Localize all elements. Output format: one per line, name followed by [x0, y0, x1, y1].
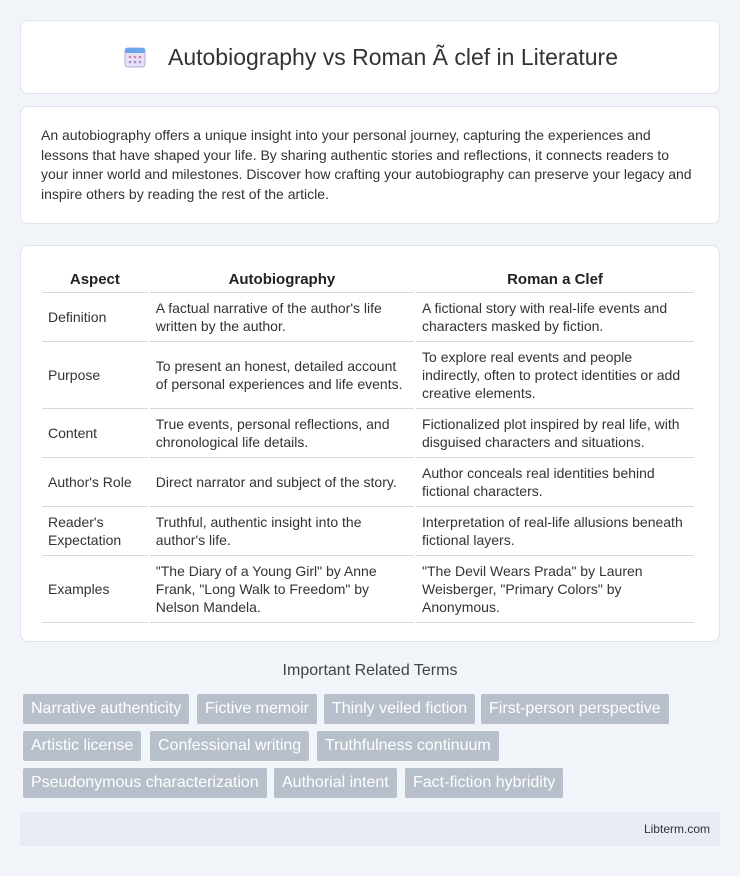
tag-fictive-memoir[interactable]: Fictive memoir — [197, 694, 317, 724]
title-card — [20, 20, 720, 94]
table-cell-aspect: Content — [42, 409, 148, 458]
comparison-table-card — [20, 245, 720, 642]
tag-narrative-authenticity[interactable]: Narrative authenticity — [23, 694, 189, 724]
column-header-roman-a-clef: Roman a Clef — [416, 266, 694, 293]
table-cell-autobiography: True events, personal reflections, and chronological life details. — [150, 409, 414, 458]
table-cell-autobiography: Direct narrator and subject of the story. — [150, 458, 414, 507]
tag-pseudonymous-characterization[interactable]: Pseudonymous characterization — [23, 768, 267, 798]
table-cell-roman-a-clef: Author conceals real identities behind fictional characters. — [416, 458, 694, 507]
related-terms-title: Important Related Terms — [282, 662, 458, 679]
table-cell-aspect: Author's Role — [42, 458, 148, 507]
tag-thinly-veiled-fiction[interactable]: Thinly veiled fiction — [324, 694, 475, 724]
table-cell-autobiography: A factual narrative of the author's life written by the author. — [150, 293, 414, 342]
table-cell-roman-a-clef: "The Devil Wears Prada" by Lauren Weisberger, "Primary Colors" by Anonymous. — [416, 556, 694, 623]
page-title: Autobiography vs Roman Ã clef in Literature — [167, 43, 619, 70]
tag-authorial-intent[interactable]: Authorial intent — [274, 768, 397, 798]
table-cell-roman-a-clef: Interpretation of real-life allusions beneath fictional layers. — [416, 507, 694, 556]
tag-artistic-license[interactable]: Artistic license — [23, 731, 141, 761]
table-cell-aspect: Purpose — [42, 342, 148, 409]
tag-fact-fiction-hybridity[interactable]: Fact-fiction hybridity — [405, 768, 563, 798]
tag-first-person-perspective[interactable]: First-person perspective — [481, 694, 669, 724]
table-cell-aspect: Reader's Expectation — [42, 507, 148, 556]
column-header-autobiography: Autobiography — [150, 266, 414, 293]
table-cell-roman-a-clef: Fictionalized plot inspired by real life, with disguised characters and situations. — [416, 409, 694, 458]
intro-card — [20, 106, 720, 224]
tag-confessional-writing[interactable]: Confessional writing — [150, 731, 309, 761]
column-header-aspect: Aspect — [42, 266, 148, 293]
table-cell-roman-a-clef: To explore real events and people indirectly, often to protect identities or add creative elements. — [416, 342, 694, 409]
table-cell-autobiography: To present an honest, detailed account of personal experiences and life events. — [150, 342, 414, 409]
table-cell-aspect: Definition — [42, 293, 148, 342]
table-cell-autobiography: Truthful, authentic insight into the author's life. — [150, 507, 414, 556]
comparison-table — [40, 266, 696, 623]
table-row — [42, 556, 694, 623]
footer — [20, 812, 720, 846]
table-cell-aspect: Examples — [42, 556, 148, 623]
table-row — [42, 458, 694, 507]
intro-text: An autobiography offers a unique insight into your personal journey, capturing the experiences and lessons that have shaped your life. By sharing authentic stories and reflections, it connects readers to your inner world and milestones. Discover how crafting your autobiography can preserve your legacy and inspire others by reading the rest of the article. — [41, 127, 692, 202]
table-row — [42, 342, 694, 409]
table-row — [42, 409, 694, 458]
table-row — [42, 507, 694, 556]
table-cell-roman-a-clef: A fictional story with real-life events and characters masked by fiction. — [416, 293, 694, 342]
footer-site-link[interactable]: Libterm.com — [643, 822, 710, 836]
tag-truthfulness-continuum[interactable]: Truthfulness continuum — [317, 731, 499, 761]
calendar-icon — [122, 44, 148, 70]
table-row — [42, 293, 694, 342]
table-header-row — [42, 266, 694, 293]
table-cell-autobiography: "The Diary of a Young Girl" by Anne Frank, "Long Walk to Freedom" by Nelson Mandela. — [150, 556, 414, 623]
